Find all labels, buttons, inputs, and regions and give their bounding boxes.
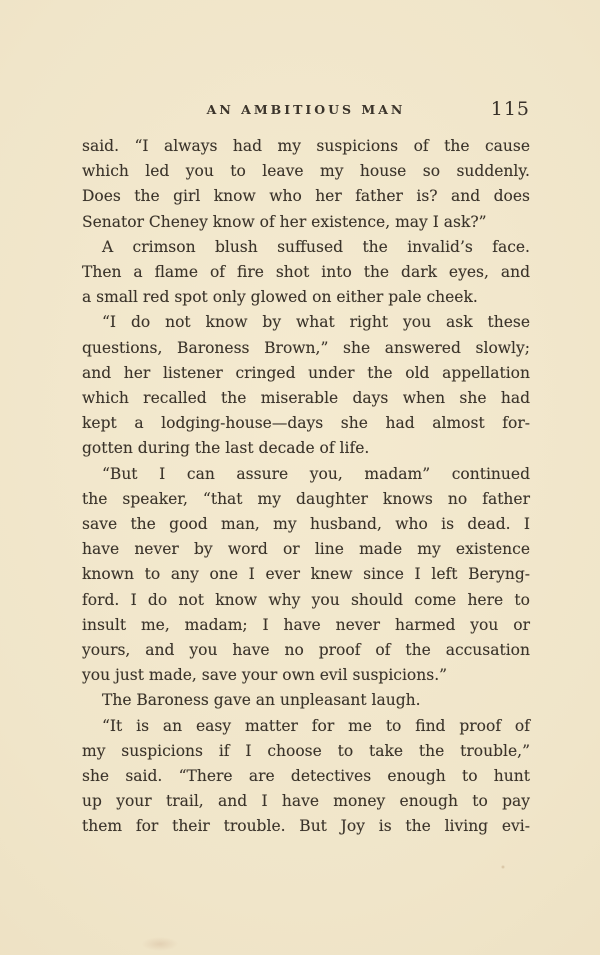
text-line: The Baroness gave an unpleasant laugh. — [102, 691, 421, 710]
text-line: she said. “There are detectives enough to hunt — [82, 767, 530, 786]
text-line: and her listener cringed under the old appellation — [82, 363, 530, 382]
text-line: yours, and you have no proof of the accusation — [82, 641, 530, 660]
running-header — [82, 98, 530, 120]
text-line: questions, Baroness Brown,” she answered slowly; — [82, 338, 530, 357]
text-line: ford. I do not know why you should come here to — [82, 590, 530, 609]
text-line: “It is an easy matter for me to find proof of — [102, 716, 530, 735]
text-line: them for their trouble. But Joy is the living evi- — [82, 817, 530, 836]
page-number: 115 — [490, 98, 530, 120]
page-text — [82, 134, 530, 840]
paragraph — [82, 462, 530, 689]
text-line: you just made, save your own evil suspicions.” — [82, 666, 448, 685]
text-line: save the good man, my husband, who is dead. I — [82, 515, 530, 534]
paragraph — [82, 310, 530, 461]
text-line: gotten during the last decade of life. — [82, 439, 370, 458]
text-line: “I do not know by what right you ask these — [102, 313, 530, 332]
running-header-title: AN AMBITIOUS MAN — [206, 102, 406, 117]
text-line: a small red spot only glowed on either pale cheek. — [82, 288, 478, 307]
text-line: Senator Cheney know of her existence, may I ask?” — [82, 212, 487, 231]
text-line: Does the girl know who her father is? and does — [82, 187, 530, 206]
paragraph — [82, 235, 530, 311]
text-line: my suspicions if I choose to take the trouble,” — [82, 741, 530, 760]
text-line: known to any one I ever knew since I left Beryng- — [82, 565, 530, 584]
text-line: the speaker, “that my daughter knows no father — [82, 489, 530, 508]
paragraph — [82, 714, 530, 840]
text-line: insult me, madam; I have never harmed you or — [82, 615, 530, 634]
text-line: “But I can assure you, madam” continued — [102, 464, 530, 483]
paragraph — [82, 688, 530, 713]
text-line: which recalled the miserable days when she had — [82, 389, 530, 408]
text-line: A crimson blush suffused the invalid’s face. — [102, 237, 530, 256]
text-line: up your trail, and I have money enough to pay — [82, 792, 530, 811]
text-line: have never by word or line made my existence — [82, 540, 530, 559]
text-line: Then a flame of fire shot into the dark eyes, and — [82, 263, 530, 282]
text-line: kept a lodging-house—days she had almost for- — [82, 414, 530, 433]
text-line: which led you to leave my house so suddenly. — [82, 162, 530, 181]
text-line: said. “I always had my suspicions of the cause — [82, 137, 530, 155]
paragraph — [82, 134, 530, 235]
